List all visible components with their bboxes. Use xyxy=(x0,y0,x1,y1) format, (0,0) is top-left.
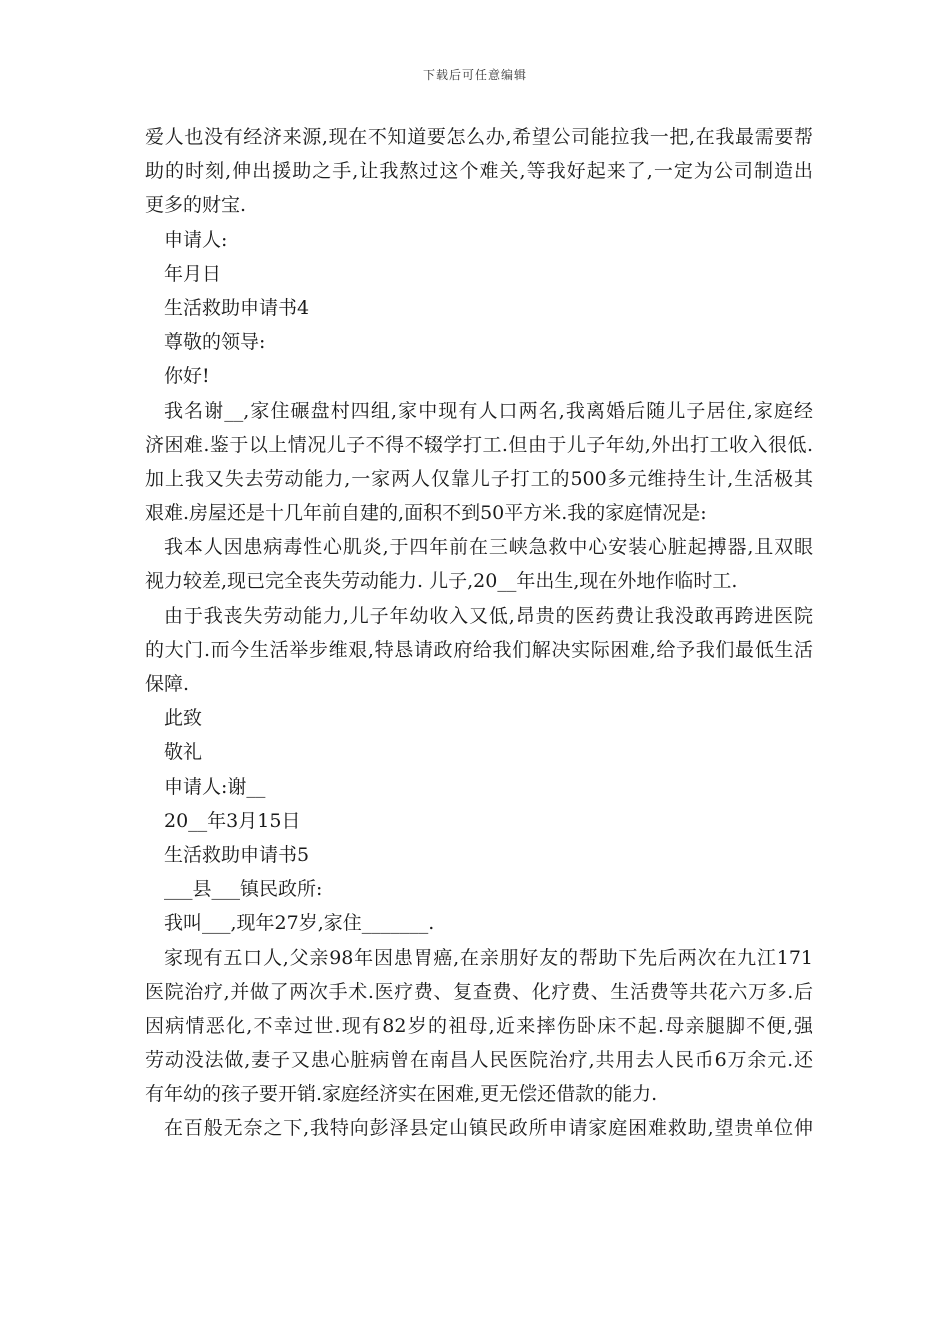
text-line: 保障. xyxy=(145,673,190,695)
text-line: 劳动没法做,妻子又患心脏病曾在南昌人民医院治疗,共用去人民币6万余元.还 xyxy=(145,1049,813,1072)
text-line: 助的时刻,伸出援助之手,让我熬过这个难关,等我好起来了,一定为公司制造出 xyxy=(145,160,813,183)
text-line: 更多的财宝. xyxy=(145,194,247,217)
text-line: 申请人:谢__ xyxy=(164,775,266,798)
text-line: 年月日 xyxy=(164,262,222,285)
text-line: 20__年3月15日 xyxy=(164,809,301,832)
text-line: 因病情恶化,不幸过世.现有82岁的祖母,近来摔伤卧床不起.母亲腿脚不便,强 xyxy=(145,1014,813,1037)
text-line: 敬礼 xyxy=(164,741,203,764)
text-line: ___县___镇民政所: xyxy=(164,878,323,901)
text-line: 有年幼的孩子要开销.家庭经济实在困难,更无偿还借款的能力. xyxy=(145,1083,658,1106)
text-line: 生活救助申请书4 xyxy=(164,296,310,319)
text-line: 申请人: xyxy=(164,228,228,251)
text-line: 爱人也没有经济来源,现在不知道要怎么办,希望公司能拉我一把,在我最需要帮 xyxy=(145,126,813,148)
text-line: 济困难.鉴于以上情况儿子不得不辍学打工.但由于儿子年幼,外出打工收入很低. xyxy=(145,433,813,456)
text-line: 医院治疗,并做了两次手术.医疗费、复查费、化疗费、生活费等共花六万多.后 xyxy=(145,980,813,1003)
text-line: 此致 xyxy=(164,707,203,730)
document-body xyxy=(145,120,813,1146)
text-line: 视力较差,现已完全丧失劳动能力. 儿子,20__年出生,现在外地作临时工. xyxy=(145,570,738,593)
text-line: 的大门.而今生活举步维艰,特恳请政府给我们解决实际困难,给予我们最低生活 xyxy=(145,638,813,661)
text-line: 我名谢__,家住碾盘村四组,家中现有人口两名,我离婚后随儿子居住,家庭经 xyxy=(164,399,813,422)
text-line: 由于我丧失劳动能力,儿子年幼收入又低,昂贵的医药费让我没敢再跨进医院 xyxy=(164,604,813,627)
text-line: 家现有五口人,父亲98年因患胃癌,在亲朋好友的帮助下先后两次在九江171 xyxy=(164,946,813,969)
download-note: 下载后可任意编辑 xyxy=(422,68,527,82)
text-line: 加上我又失去劳动能力,一家两人仅靠儿子打工的500多元维持生计,生活极其 xyxy=(145,467,813,490)
text-line: 在百般无奈之下,我特向彭泽县定山镇民政所申请家庭困难救助,望贵单位伸 xyxy=(164,1117,813,1140)
text-line: 你好! xyxy=(164,365,210,388)
text-line: 我本人因患病毒性心肌炎,于四年前在三峡急救中心安装心脏起搏器,且双眼 xyxy=(164,536,813,559)
text-line: 艰难.房屋还是十几年前自建的,面积不到50平方米.我的家庭情况是: xyxy=(145,502,707,525)
text-line: 尊敬的领导: xyxy=(164,331,266,354)
text-line: 我叫___,现年27岁,家住_______. xyxy=(164,912,435,935)
text-line: 生活救助申请书5 xyxy=(164,843,310,866)
